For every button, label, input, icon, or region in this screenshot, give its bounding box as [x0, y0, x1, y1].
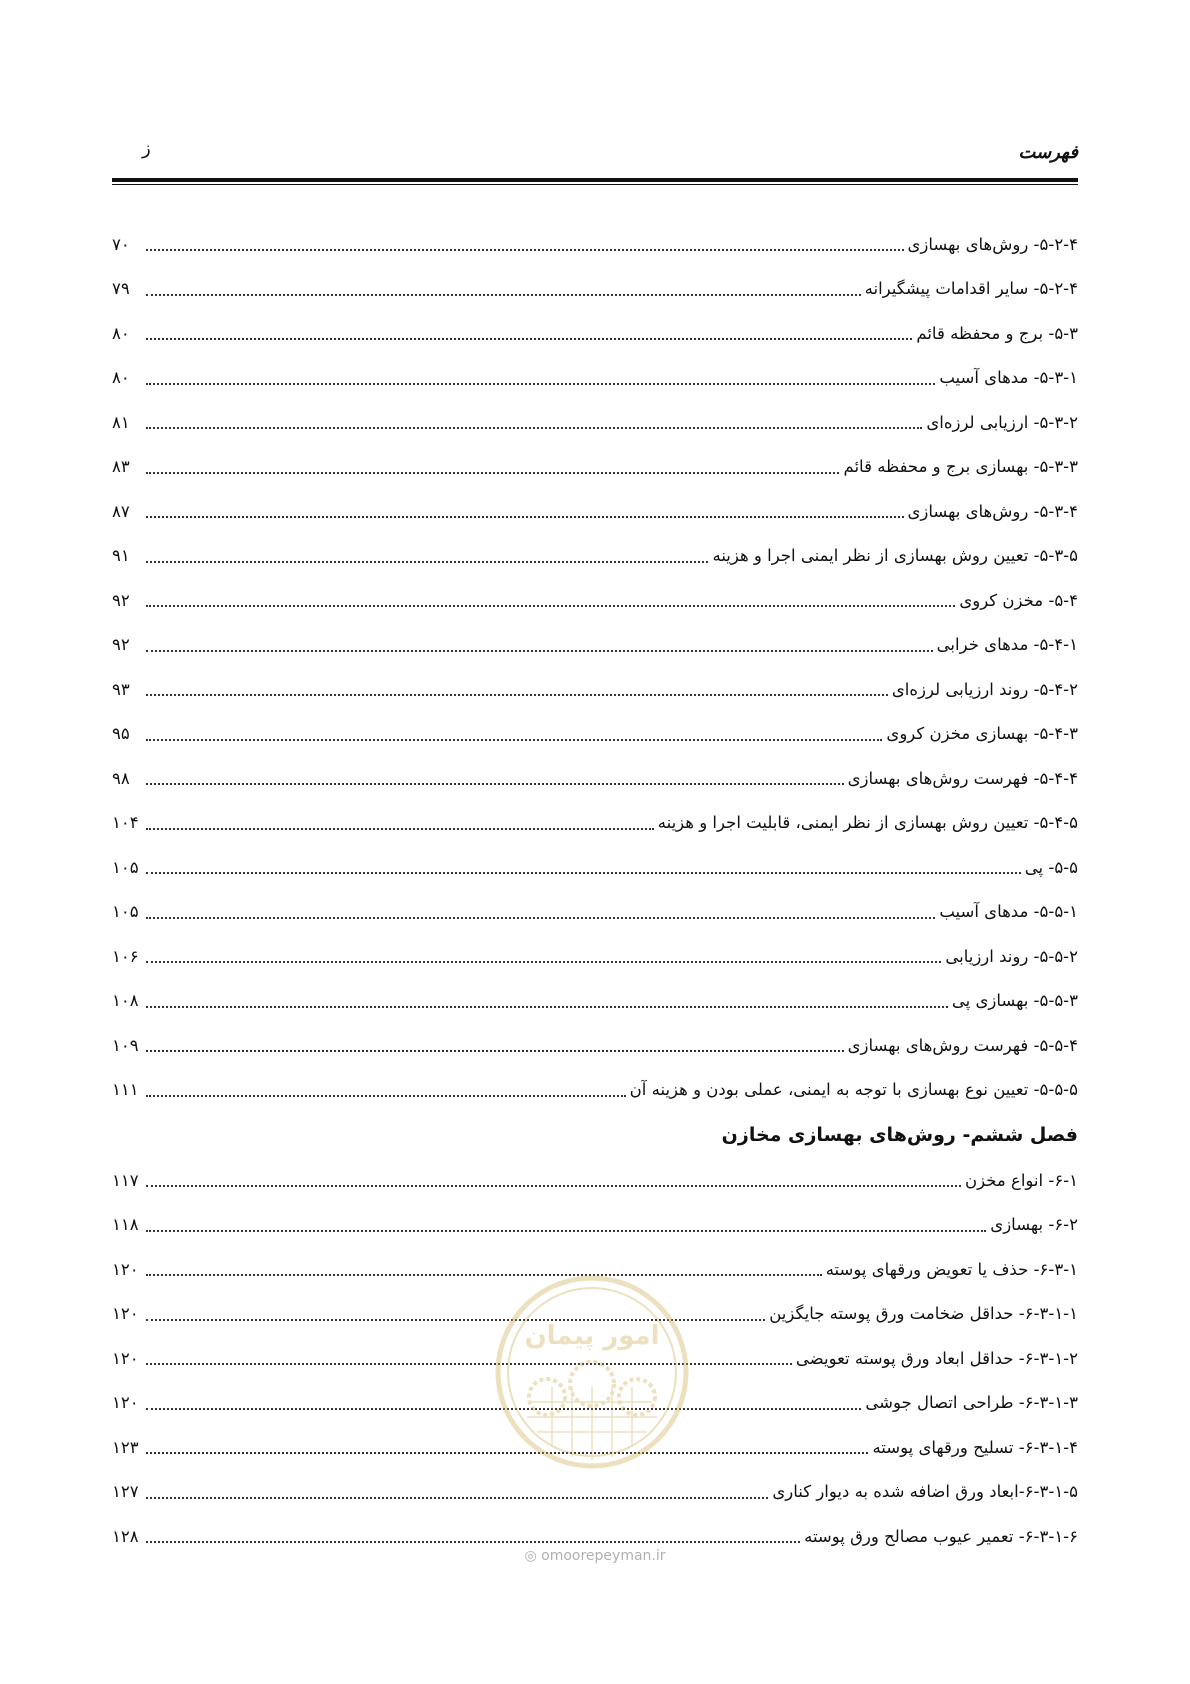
toc-entry-title: ۵-۴-۵- تعیین روش بهسازی از نظر ایمنی، قابلیت اجرا و هزینه [657, 813, 1078, 833]
toc-entry-page: ۹۵ [112, 724, 130, 744]
toc-entry-title: ۵-۵-۲- روند ارزیابی [945, 946, 1078, 966]
watermark-grid [527, 1387, 657, 1460]
toc-entry-title: ۵-۵- پی [1024, 857, 1078, 877]
toc-entry [112, 801, 1078, 846]
toc-entry-page: ۹۲ [112, 590, 130, 610]
toc-entry-page: ۸۷ [112, 501, 130, 521]
toc-entry-title: ۵-۳-۲- ارزیابی لرزه‌ای [926, 412, 1078, 432]
toc-entry [112, 1068, 1078, 1113]
toc-dot-leader [146, 1230, 986, 1232]
toc-dot-leader [146, 828, 654, 830]
toc-entry-title: ۶-۲- بهسازی [990, 1215, 1078, 1235]
toc-entry-page: ۱۲۸ [112, 1526, 139, 1546]
toc-dot-leader [146, 472, 839, 474]
toc-entry-page: ۷۹ [112, 279, 130, 299]
toc-entry [112, 756, 1078, 801]
toc-entry-title: ۵-۳-۵- تعیین روش بهسازی از نظر ایمنی اجرا و هزینه [712, 546, 1078, 566]
toc-entry-page: ۱۲۰ [112, 1393, 139, 1413]
toc-entry-page: ۱۱۸ [112, 1215, 139, 1235]
toc-entry-title: ۵-۳-۱- مدهای آسیب [939, 368, 1078, 388]
header-title: فهرست [1018, 142, 1078, 163]
toc-dot-leader [146, 917, 935, 919]
toc-entry-title: ۵-۲-۴- سایر اقدامات پیشگیرانه [864, 279, 1078, 299]
toc-dot-leader [146, 1274, 822, 1276]
toc-entry-title: ۵-۵-۳- بهسازی پی [951, 991, 1078, 1011]
toc-entry [112, 400, 1078, 445]
chapter-heading: فصل ششم- روش‌های بهسازی مخازن [721, 1124, 1078, 1146]
toc-dot-leader [146, 561, 708, 563]
toc-dot-leader [146, 1541, 800, 1543]
toc-entry [112, 667, 1078, 712]
toc-entry-title: ۶-۳-۱-۵-ابعاد ورق اضافه شده به دیوار کناری [772, 1482, 1078, 1502]
toc-dot-leader [146, 872, 1021, 874]
toc-entry [112, 1203, 1078, 1248]
toc-dot-leader [146, 427, 922, 429]
toc-entry [112, 1023, 1078, 1068]
toc-entry-title: ۶-۳-۱-۶- تعمیر عیوب مصالح ورق پوسته [804, 1526, 1078, 1546]
toc-entry-page: ۱۰۶ [112, 946, 139, 966]
toc-entry-title: ۵-۵-۵- تعیین نوع بهسازی با توجه به ایمنی، عملی بودن و هزینه آن [629, 1080, 1078, 1100]
watermark-gear-left [529, 1379, 565, 1415]
toc-entry [112, 890, 1078, 935]
toc-dot-leader [146, 338, 912, 340]
toc-entry [112, 311, 1078, 356]
toc-dot-leader [146, 650, 933, 652]
toc-entry-page: ۹۸ [112, 768, 130, 788]
toc-dot-leader [146, 1185, 961, 1187]
watermark-url-icon: ◎ [524, 1548, 537, 1564]
watermark-logo [492, 1272, 692, 1472]
toc-entry-title: ۵-۲-۴- روش‌های بهسازی [907, 234, 1078, 254]
toc-entry [112, 845, 1078, 890]
toc-entry-page: ۹۳ [112, 679, 130, 699]
toc-entry-title: ۶-۳-۱-۳- طراحی اتصال جوشی [865, 1393, 1078, 1413]
toc-entry [112, 712, 1078, 757]
toc-entry-page: ۸۰ [112, 368, 130, 388]
toc-dot-leader [146, 1497, 768, 1499]
toc-entry [112, 578, 1078, 623]
watermark-url [0, 1548, 1190, 1564]
toc-dot-leader [146, 605, 955, 607]
toc-entry [112, 489, 1078, 534]
toc-entry-title: ۶-۳-۱-۲- حداقل ابعاد ورق پوسته تعویضی [795, 1348, 1078, 1368]
toc-dot-leader [146, 1095, 626, 1097]
header-page-letter: ز [142, 138, 151, 159]
toc-entry-page: ۸۳ [112, 457, 130, 477]
page-header [112, 138, 1078, 172]
toc-entry-title: ۵-۴-۱- مدهای خرابی [936, 635, 1078, 655]
toc-dot-leader [146, 783, 844, 785]
toc-entry-page: ۱۰۹ [112, 1035, 139, 1055]
toc-entry-page: ۱۱۷ [112, 1170, 139, 1190]
toc-entry-title: ۵-۴-۲- روند ارزیابی لرزه‌ای [891, 679, 1078, 699]
toc-entry-page: ۱۰۸ [112, 991, 139, 1011]
toc-entry-page: ۱۲۰ [112, 1304, 139, 1324]
toc-entry-title: ۵-۳- برج و محفظه قائم [916, 323, 1078, 343]
toc-entry [112, 445, 1078, 490]
toc-entry-page: ۷۰ [112, 234, 130, 254]
toc-dot-leader [146, 383, 935, 385]
toc-entry [112, 979, 1078, 1024]
toc-entry [112, 267, 1078, 312]
watermark-logo-text: امور پیمان [524, 1321, 660, 1351]
toc-entry-title: ۶-۳-۱-۱- حداقل ضخامت ورق پوسته جایگزین [769, 1304, 1078, 1324]
toc-entry [112, 1470, 1078, 1515]
toc-entry-title: ۵-۳-۴- روش‌های بهسازی [907, 501, 1078, 521]
toc-entry-page: ۸۰ [112, 323, 130, 343]
toc-dot-leader [146, 1363, 792, 1365]
toc-entry [112, 934, 1078, 979]
toc-entry [112, 222, 1078, 267]
toc-entry [112, 623, 1078, 668]
toc-entry-page: ۱۲۰ [112, 1348, 139, 1368]
toc-dot-leader [146, 294, 861, 296]
toc-entry [112, 534, 1078, 579]
toc-entry-page: ۸۱ [112, 412, 130, 432]
toc-dot-leader [146, 1050, 844, 1052]
toc-entry-title: ۵-۴- مخزن کروی [959, 590, 1078, 610]
toc-entry-title: ۶-۱- انواع مخزن [965, 1170, 1078, 1190]
toc-dot-leader [146, 1006, 948, 1008]
toc-entry-page: ۹۲ [112, 635, 130, 655]
header-rule [112, 178, 1078, 185]
toc-entry-page: ۱۰۴ [112, 813, 139, 833]
toc-dot-leader [146, 739, 882, 741]
toc-entry-title: ۵-۳-۳- بهسازی برج و محفظه قائم [843, 457, 1078, 477]
toc-entry-title: ۵-۴-۳- بهسازی مخزن کروی [886, 724, 1078, 744]
toc-entry-title: ۵-۵-۴- فهرست روش‌های بهسازی [847, 1035, 1078, 1055]
toc-dot-leader [146, 249, 904, 251]
toc-dot-leader [146, 516, 904, 518]
watermark-url-text: omoorepeyman.ir [541, 1548, 666, 1564]
toc-entry-page: ۱۰۵ [112, 857, 139, 877]
watermark-gear-right [619, 1379, 655, 1415]
toc-entry-page: ۱۱۱ [112, 1080, 139, 1100]
toc-entry-title: ۶-۳-۱- حذف یا تعویض ورقهای پوسته [825, 1259, 1078, 1279]
toc-entry-title: ۵-۵-۱- مدهای آسیب [939, 902, 1078, 922]
toc-entry [112, 356, 1078, 401]
toc-dot-leader [146, 961, 941, 963]
toc-entry-title: ۶-۳-۱-۴- تسلیح ورقهای پوسته [872, 1437, 1078, 1457]
toc-dot-leader [146, 694, 888, 696]
toc-section-chapter-5 [112, 222, 1078, 1112]
toc-entry-page: ۹۱ [112, 546, 130, 566]
toc-entry-page: ۱۲۳ [112, 1437, 139, 1457]
toc-entry-page: ۱۰۵ [112, 902, 139, 922]
toc-entry-title: ۵-۴-۴- فهرست روش‌های بهسازی [847, 768, 1078, 788]
toc-entry [112, 1158, 1078, 1203]
toc-entry-page: ۱۲۷ [112, 1482, 139, 1502]
toc-entry-page: ۱۲۰ [112, 1259, 139, 1279]
